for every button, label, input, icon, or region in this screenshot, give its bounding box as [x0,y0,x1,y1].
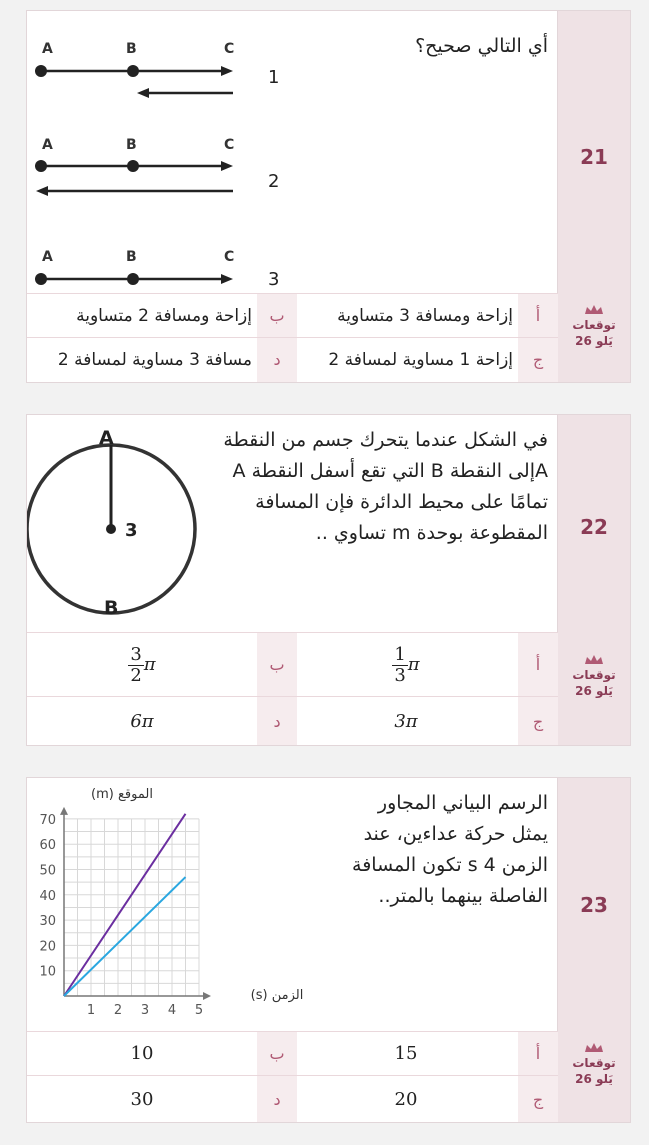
option-letter-b: ب [257,294,297,338]
y-tick-label: 20 [39,939,56,955]
question-line: الرسم البياني المجاور [377,792,548,814]
crown-icon [584,305,604,315]
badge-line-2: يَلو 26 [575,684,613,698]
crown-icon [584,655,604,665]
label-a: A [42,249,53,265]
label-a: A [42,41,53,57]
badge [558,655,630,699]
badge-line-2: يَلو 26 [575,1072,613,1086]
point-b [127,65,139,77]
option-letter-b: ب [257,633,297,697]
option-c[interactable]: 3π [394,711,418,732]
option-d[interactable]: مسافة 3 مساوية لمسافة 2 [57,350,252,370]
option-b[interactable]: إزاحة ومسافة 2 متساوية [76,306,252,326]
label-b: B [104,597,119,619]
series [64,814,186,996]
y-tick-label: 30 [39,914,56,930]
point-b [127,273,139,285]
radius-label: 3 [125,520,138,541]
option-letter-d: د [257,697,297,746]
option-letter-a: أ [518,294,558,338]
options-row-1 [27,1031,558,1076]
x-tick-label: 1 [86,1003,96,1018]
question-number: 21 [580,145,608,169]
series-line-1 [64,814,186,996]
options-row-2 [27,1075,558,1123]
options-row-2 [27,696,558,746]
badge-line-1: توقعات [572,668,616,682]
x-tick-label: 4 [167,1003,177,1018]
y-tick-label: 10 [39,964,56,980]
label-b: B [126,41,137,57]
options-row-1 [27,293,558,338]
question-line: Aإلى النقطة B التي تقع أسفل النقطة A [232,460,548,482]
arrow-head [221,161,233,171]
label-b: B [126,137,137,153]
option-c[interactable]: إزاحة 1 مساوية لمسافة 2 [328,350,513,370]
option-a[interactable] [299,633,513,697]
badge-line-1: توقعات [572,318,616,332]
option-letter-d: د [257,338,297,382]
option-letter-c: ج [518,338,558,382]
question-line: المقطوعة بوحدة m تساوي .. [315,522,548,544]
label-b: B [126,249,137,265]
position-time-chart [27,778,327,1028]
option-a[interactable]: 15 [394,1043,418,1064]
badge-line-2: يَلو 26 [575,334,613,348]
y-axis-arrow [60,807,68,815]
x-axis-label: الزمن (s) [250,988,304,1003]
y-axis-label: الموقع (m) [91,787,153,802]
y-tick-label: 70 [39,812,56,828]
option-letter-b: ب [257,1032,297,1076]
question-number: 22 [580,515,608,539]
denominator: 2 [130,664,142,686]
y-tick-label: 40 [39,888,56,904]
option-b[interactable] [32,633,252,697]
numerator: 3 [130,643,142,665]
badge [558,1043,630,1087]
question-23-card [26,777,631,1123]
arrow-head [221,274,233,284]
row-number: 3 [268,269,280,290]
x-axis-arrow [203,992,211,1000]
label-a: A [42,137,53,153]
y-tick-label: 50 [39,863,56,879]
options-row-1 [27,632,558,697]
grid [64,819,199,996]
option-b[interactable]: 10 [130,1043,154,1064]
option-d[interactable]: 30 [130,1089,154,1110]
displacement-diagram [27,21,327,291]
label-a: A [99,427,114,449]
question-text: أي التالي صحيح؟ [415,35,548,57]
option-a[interactable]: إزاحة ومسافة 3 متساوية [337,306,513,326]
point-a [35,273,47,285]
denominator: 3 [394,664,406,686]
option-letter-a: أ [518,633,558,697]
point-a [35,65,47,77]
x-tick-label: 2 [113,1003,123,1018]
option-letter-a: أ [518,1032,558,1076]
question-number: 23 [580,893,608,917]
label-c: C [224,137,235,153]
question-line: يمثل حركة عداءين، عند [363,823,548,845]
circle-diagram [27,415,227,630]
option-letter-d: د [257,1076,297,1123]
question-line: الفاصلة بينهما بالمتر.. [378,885,548,907]
question-line: الزمن s 4 تكون المسافة [352,854,548,876]
pi-symbol: π [407,654,420,675]
row-number: 2 [268,171,280,192]
return-arrow-head [36,186,48,196]
question-text [198,425,548,549]
x-tick-label: 3 [140,1003,150,1018]
question-21-card [26,10,631,383]
point-a [35,160,47,172]
label-c: C [224,249,235,265]
question-22-card [26,414,631,746]
pi-symbol: π [143,654,156,675]
center-point [106,524,116,534]
badge-line-1: توقعات [572,1056,616,1070]
label-c: C [224,41,235,57]
option-letter-c: ج [518,697,558,746]
option-d[interactable]: 6π [130,711,154,732]
return-arrow-head [137,88,149,98]
question-line: في الشكل عندما يتحرك جسم من النقطة [223,429,548,451]
arrow-head [221,66,233,76]
badge [558,305,630,349]
option-letter-c: ج [518,1076,558,1123]
x-tick-label: 5 [194,1003,204,1018]
y-tick-label: 60 [39,838,56,854]
numerator: 1 [394,643,406,665]
point-b [127,160,139,172]
row-number: 1 [268,67,280,88]
question-text [298,788,548,912]
option-c[interactable]: 20 [394,1089,418,1110]
options-row-2 [27,337,558,382]
crown-icon [584,1043,604,1053]
question-line: تمامًا على محيط الدائرة فإن المسافة [255,491,548,513]
